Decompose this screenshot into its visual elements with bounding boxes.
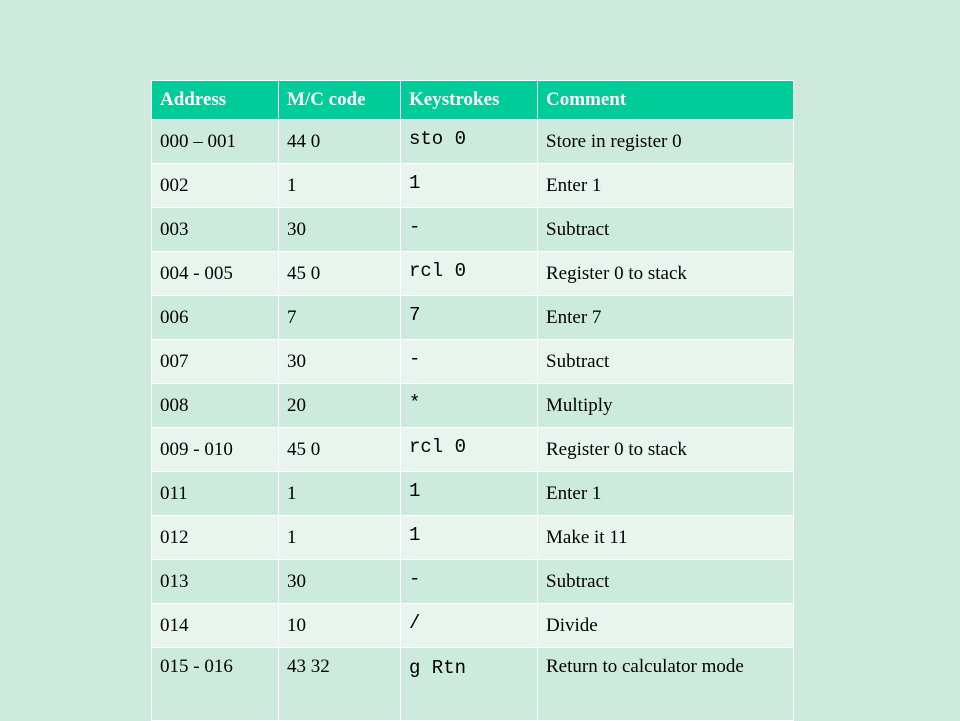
code-cell: 30 (279, 560, 401, 604)
comment-cell: Register 0 to stack (538, 428, 794, 472)
code-cell: 1 (279, 164, 401, 208)
comment-cell: Enter 1 (538, 472, 794, 516)
address-cell: 009 - 010 (152, 428, 279, 472)
code-cell: 45 0 (279, 428, 401, 472)
address-cell: 003 (152, 208, 279, 252)
comment-cell: Enter 1 (538, 164, 794, 208)
table-row (152, 208, 794, 252)
code-cell: 7 (279, 296, 401, 340)
table-row (152, 120, 794, 164)
comment-cell: Store in register 0 (538, 120, 794, 164)
table-row (152, 560, 794, 604)
keystrokes-cell: rcl 0 (401, 252, 538, 296)
address-cell: 014 (152, 604, 279, 648)
address-cell: 008 (152, 384, 279, 428)
keystrokes-cell: - (401, 560, 538, 604)
header-mc-code: M/C code (279, 81, 401, 120)
keystrokes-cell: * (401, 384, 538, 428)
comment-cell: Enter 7 (538, 296, 794, 340)
comment-cell: Make it 11 (538, 516, 794, 560)
comment-cell: Multiply (538, 384, 794, 428)
table-body (152, 120, 794, 721)
keystrokes-cell: 1 (401, 472, 538, 516)
code-cell: 10 (279, 604, 401, 648)
table-row (152, 252, 794, 296)
table-row (152, 164, 794, 208)
keystrokes-cell: / (401, 604, 538, 648)
code-cell: 44 0 (279, 120, 401, 164)
comment-cell: Divide (538, 604, 794, 648)
header-comment: Comment (538, 81, 794, 120)
table-row (152, 384, 794, 428)
code-cell: 1 (279, 516, 401, 560)
address-cell: 011 (152, 472, 279, 516)
code-cell: 20 (279, 384, 401, 428)
keystrokes-cell: sto 0 (401, 120, 538, 164)
address-cell: 013 (152, 560, 279, 604)
keystrokes-cell: 7 (401, 296, 538, 340)
table-header (152, 81, 794, 120)
comment-cell: Subtract (538, 208, 794, 252)
table-row (152, 472, 794, 516)
address-cell: 012 (152, 516, 279, 560)
header-address: Address (152, 81, 279, 120)
keystrokes-cell: 1 (401, 164, 538, 208)
address-cell: 002 (152, 164, 279, 208)
address-cell: 007 (152, 340, 279, 384)
table-row (152, 428, 794, 472)
keystrokes-cell: g Rtn (401, 648, 538, 721)
code-cell: 30 (279, 340, 401, 384)
address-cell: 004 - 005 (152, 252, 279, 296)
comment-cell: Register 0 to stack (538, 252, 794, 296)
header-keystrokes: Keystrokes (401, 81, 538, 120)
keystrokes-cell: 1 (401, 516, 538, 560)
code-cell: 43 32 (279, 648, 401, 721)
address-cell: 015 - 016 (152, 648, 279, 721)
address-cell: 000 – 001 (152, 120, 279, 164)
keystrokes-cell: - (401, 208, 538, 252)
code-cell: 1 (279, 472, 401, 516)
address-cell: 006 (152, 296, 279, 340)
comment-cell: Return to calculator mode (538, 648, 794, 721)
table-row (152, 516, 794, 560)
comment-cell: Subtract (538, 340, 794, 384)
keystrokes-cell: - (401, 340, 538, 384)
header-row (152, 81, 794, 120)
program-table (151, 80, 794, 721)
table-row (152, 648, 794, 721)
code-cell: 45 0 (279, 252, 401, 296)
keystrokes-cell: rcl 0 (401, 428, 538, 472)
table-row (152, 604, 794, 648)
table-row (152, 296, 794, 340)
table-row (152, 340, 794, 384)
code-cell: 30 (279, 208, 401, 252)
comment-cell: Subtract (538, 560, 794, 604)
